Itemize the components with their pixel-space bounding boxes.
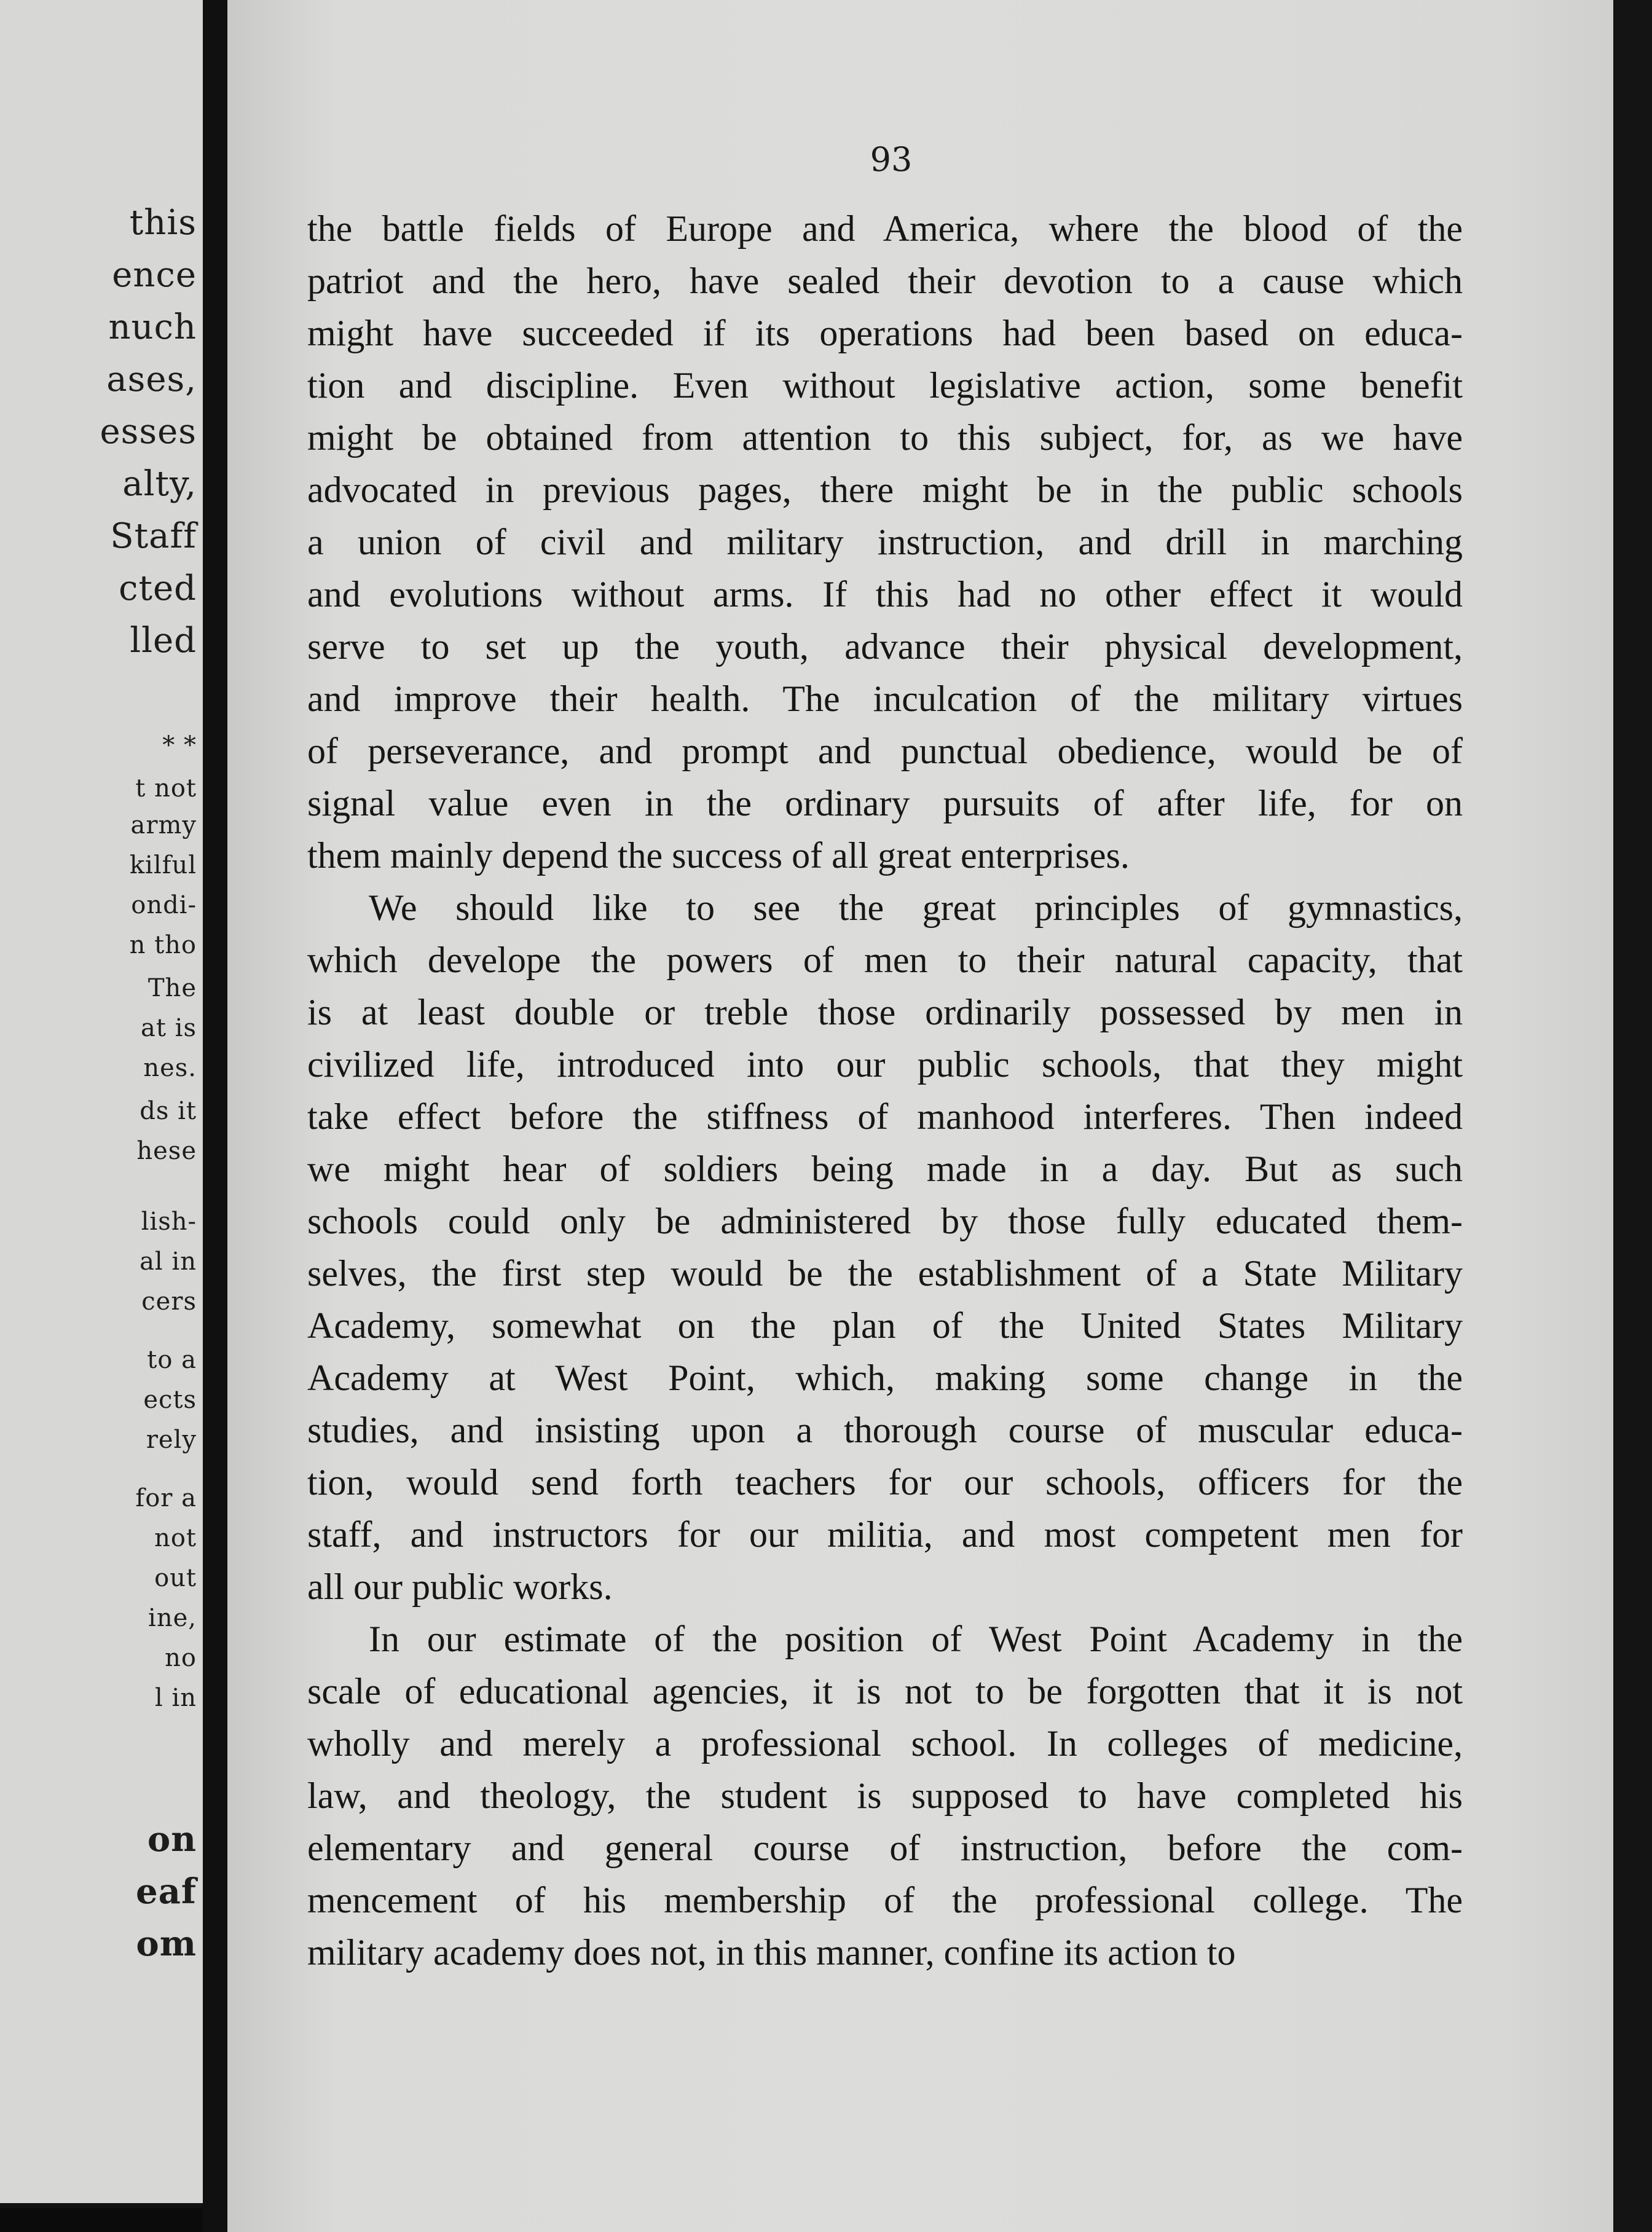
paragraph-2 xyxy=(307,882,1463,1613)
left-page-fragment: ds it xyxy=(140,1097,197,1125)
text-line: studies, and insisting upon a thorough course of muscular educa- xyxy=(307,1410,1463,1450)
text-line: wholly and merely a professional school. In colleges of medicine, xyxy=(307,1723,1463,1764)
text-line: mencement of his membership of the professional college. The xyxy=(307,1880,1463,1920)
left-page-fragment: lish- xyxy=(141,1208,197,1236)
text-line: serve to set up the youth, advance their physical development, xyxy=(307,626,1463,667)
page-number: 93 xyxy=(870,140,913,179)
left-page-fragment: The xyxy=(148,974,197,1002)
left-page-fragment: rely xyxy=(146,1426,197,1454)
left-page-fragment: ence xyxy=(112,255,197,295)
left-page-fragment: nuch xyxy=(108,307,197,347)
left-page-fragment: ondi- xyxy=(131,891,197,919)
text-line: of perseverance, and prompt and punctual obedience, would be of xyxy=(307,731,1463,771)
left-page-fragment: ects xyxy=(143,1386,197,1414)
text-line: might have succeeded if its operations had been based on educa- xyxy=(307,313,1463,353)
text-line: all our public works. xyxy=(307,1566,613,1607)
page-body-text xyxy=(307,203,1463,1979)
left-page-fragment: ases, xyxy=(106,360,197,399)
text-line: them mainly depend the success of all great enterprises. xyxy=(307,835,1130,876)
left-page-fragment: * * xyxy=(162,731,197,760)
left-page-fragment: not xyxy=(154,1524,197,1552)
adjacent-left-page xyxy=(0,0,203,2208)
left-page-fragment: esses xyxy=(100,412,197,452)
right-scan-edge xyxy=(1613,0,1652,2232)
text-line: take effect before the stiffness of manhood interferes. Then indeed xyxy=(307,1096,1463,1137)
text-line: In our estimate of the position of West Point Academy in the xyxy=(369,1619,1463,1659)
text-line: Academy at West Point, which, making some change in the xyxy=(307,1358,1463,1398)
text-line: tion, would send forth teachers for our schools, officers for the xyxy=(307,1462,1463,1503)
left-page-fragment: for a xyxy=(135,1484,197,1512)
left-page-fragment: no xyxy=(165,1644,197,1672)
text-line: and improve their health. The inculcation of the military virtues xyxy=(307,678,1463,719)
text-line: which develope the powers of men to their natural capacity, that xyxy=(307,940,1463,980)
left-page-fragment: eaf xyxy=(135,1871,197,1912)
text-line: scale of educational agencies, it is not to be forgotten that it is not xyxy=(307,1671,1463,1711)
text-line: schools could only be administered by those fully educated them- xyxy=(307,1201,1463,1241)
paragraph-1 xyxy=(307,203,1463,882)
left-page-fragment: t not xyxy=(135,774,197,803)
left-page-fragment: cers xyxy=(141,1287,197,1316)
left-page-fragment: at is xyxy=(141,1014,197,1042)
paragraph-3 xyxy=(307,1613,1463,1979)
text-line: a union of civil and military instruction, and drill in marching xyxy=(307,522,1463,562)
left-page-fragment: kilful xyxy=(129,851,197,879)
left-page-fragment: om xyxy=(136,1924,197,1964)
text-line: civilized life, introduced into our public schools, that they might xyxy=(307,1044,1463,1085)
left-page-fragment: this xyxy=(129,203,197,243)
left-page-fragment: Staff xyxy=(110,516,197,556)
left-page-fragment: ine, xyxy=(148,1604,197,1632)
text-line: elementary and general course of instruction, before the com- xyxy=(307,1828,1463,1868)
text-line: is at least double or treble those ordinarily possessed by men in xyxy=(307,992,1463,1032)
book-spine-gutter xyxy=(203,0,227,2232)
text-line: we might hear of soldiers being made in a day. But as such xyxy=(307,1149,1463,1189)
left-page-fragment: n tho xyxy=(129,931,197,959)
text-line: signal value even in the ordinary pursuits of after life, for on xyxy=(307,783,1463,823)
text-line: selves, the first step would be the establishment of a State Military xyxy=(307,1253,1463,1294)
text-line: might be obtained from attention to this subject, for, as we have xyxy=(307,417,1463,458)
text-line: law, and theology, the student is supposed to have completed his xyxy=(307,1775,1463,1816)
text-line: the battle fields of Europe and America, where the blood of the xyxy=(307,208,1463,249)
text-line: We should like to see the great principles of gymnastics, xyxy=(369,887,1463,928)
left-page-fragment: alty, xyxy=(122,464,197,504)
left-page-fragment: cted xyxy=(119,568,197,608)
left-page-fragment: hese xyxy=(136,1137,197,1165)
left-page-fragment: on xyxy=(147,1819,197,1860)
text-line: tion and discipline. Even without legislative action, some benefit xyxy=(307,365,1463,406)
text-line: patriot and the hero, have sealed their devotion to a cause which xyxy=(307,261,1463,301)
left-page-fragment: nes. xyxy=(143,1054,197,1082)
text-line: staff, and instructors for our militia, and most competent men for xyxy=(307,1514,1463,1555)
text-line: Academy, somewhat on the plan of the United States Military xyxy=(307,1305,1463,1346)
left-page-fragment: to a xyxy=(147,1346,197,1374)
left-page-fragment: lled xyxy=(130,621,197,661)
left-page-fragment: out xyxy=(154,1564,197,1592)
text-line: advocated in previous pages, there might be in the public schools xyxy=(307,470,1463,510)
text-line: and evolutions without arms. If this had no other effect it would xyxy=(307,574,1463,615)
left-page-fragment: l in xyxy=(154,1684,197,1712)
left-page-fragment: al in xyxy=(140,1248,197,1276)
text-line: military academy does not, in this manner, confine its action to xyxy=(307,1932,1236,1973)
left-page-fragment: army xyxy=(130,811,197,839)
